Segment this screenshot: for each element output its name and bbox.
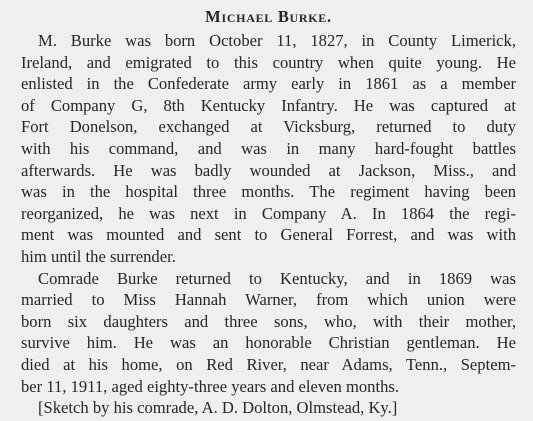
text-line: [Sketch by his comrade, A. D. Dolton, Olmstead, Ky.] xyxy=(38,398,398,418)
text-line: born six daughters and three sons, who, with their mother, xyxy=(21,311,516,331)
text-line: of Company G, 8th Kentucky Infantry. He was captured at xyxy=(21,95,516,115)
text-line: survive him. He was an honorable Christian gentleman. He xyxy=(21,333,516,353)
text-line: ber 11, 1911, aged eighty-three years and eleven months. xyxy=(21,376,399,396)
text-line: Ireland, and emigrated to this country when quite young. He xyxy=(21,52,516,72)
text-line: him until the surrender. xyxy=(21,246,176,266)
text-line: enlisted in the Confederate army early in 1861 as a member xyxy=(21,74,516,94)
sketch-attribution xyxy=(21,397,516,419)
text-line: died at his home, on Red River, near Adams, Tenn., Septem- xyxy=(21,354,516,374)
text-line: married to Miss Hannah Warner, from which union were xyxy=(21,290,516,310)
text-line: afterwards. He was badly wounded at Jackson, Miss., and xyxy=(21,160,516,180)
text-line: Fort Donelson, exchanged at Vicksburg, returned to duty xyxy=(21,117,516,137)
paragraph-biography xyxy=(21,30,516,268)
text-line: ment was mounted and sent to General Forrest, and was with xyxy=(21,225,516,245)
text-line: Comrade Burke returned to Kentucky, and in 1869 was xyxy=(38,268,516,288)
text-line: with his command, and was in many hard-fought battles xyxy=(21,138,516,158)
text-line: M. Burke was born October 11, 1827, in County Limerick, xyxy=(38,31,516,50)
text-line: was in the hospital three months. The regiment having been xyxy=(21,182,516,202)
paragraph-family xyxy=(21,268,516,398)
text-line: reorganized, he was next in Company A. In 1864 the regi- xyxy=(21,203,516,223)
page-title: Michael Burke. xyxy=(205,7,332,26)
